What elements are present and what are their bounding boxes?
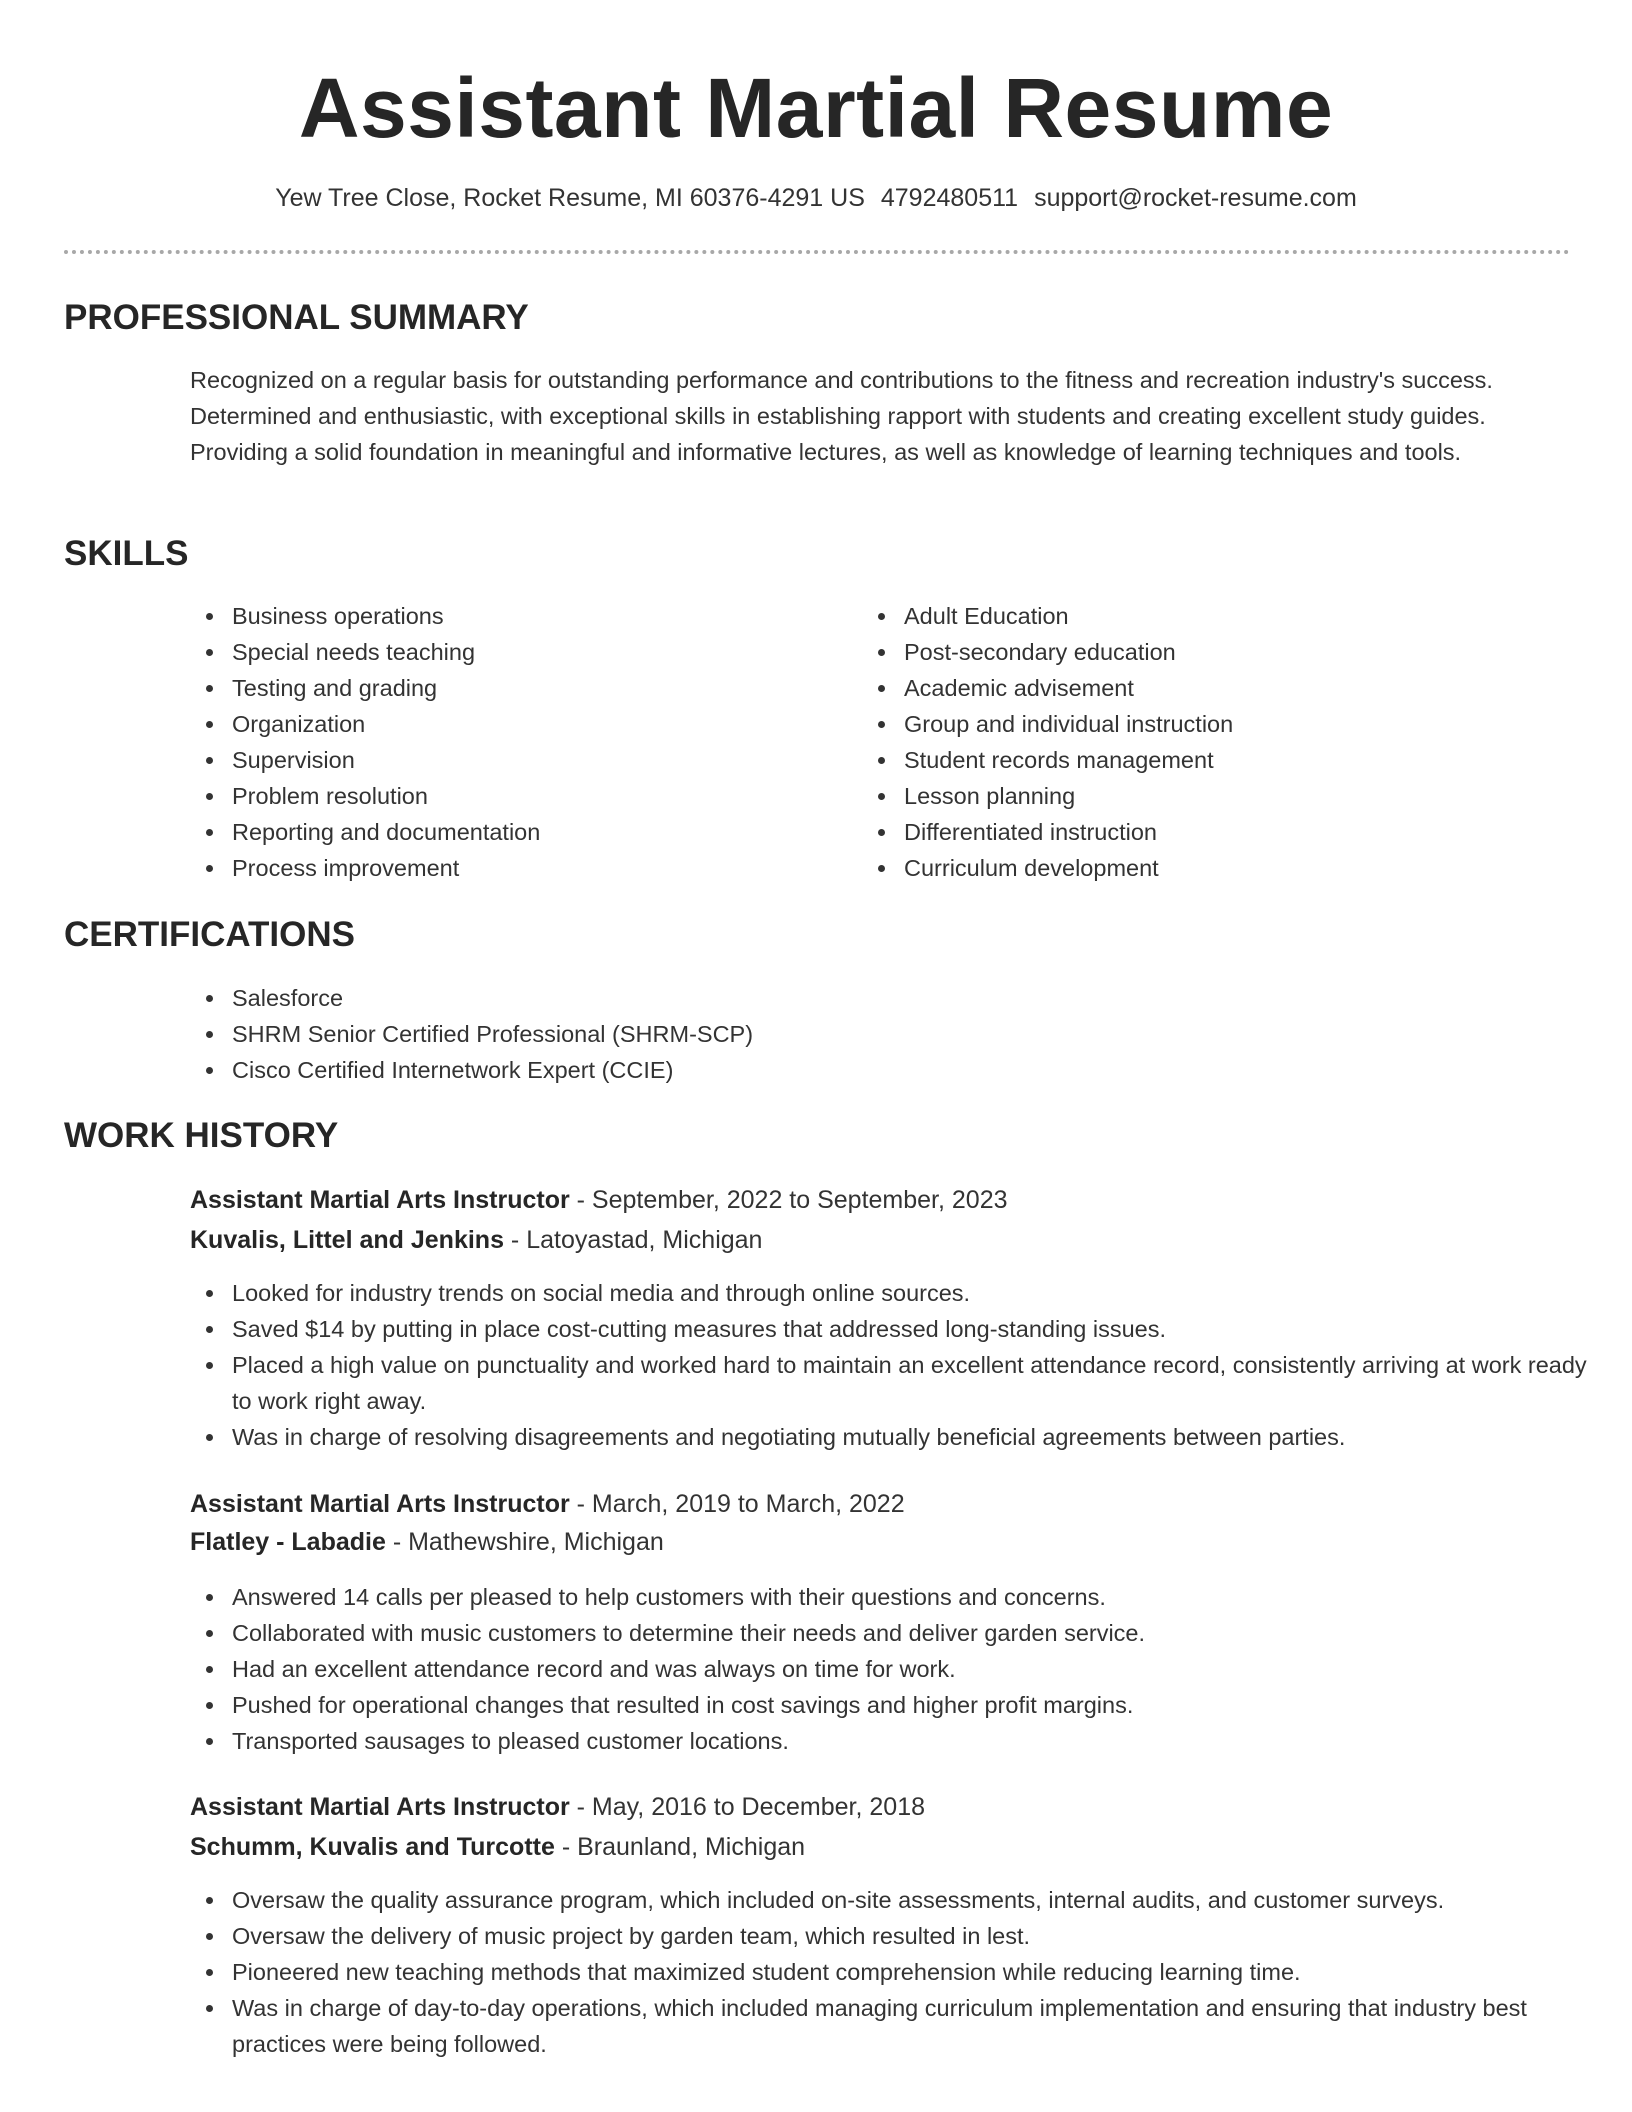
- certification-item: Cisco Certified Internetwork Expert (CCIE): [232, 1052, 1532, 1088]
- job-company-line: [190, 1221, 762, 1259]
- skills-list-right: [862, 598, 1544, 886]
- skill-item: Group and individual instruction: [904, 706, 1544, 742]
- certification-item: Salesforce: [232, 980, 1532, 1016]
- contact-phone: 4792480511: [880, 184, 1019, 212]
- job-title: Assistant Martial Arts Instructor: [190, 1186, 570, 1214]
- job-dates: - September, 2022 to September, 2023: [569, 1186, 1008, 1214]
- job-bullets: [190, 1882, 1592, 2062]
- skill-item: Lesson planning: [904, 778, 1544, 814]
- job-bullet: Looked for industry trends on social media and through online sources.: [232, 1275, 1592, 1311]
- skill-item: Business operations: [232, 598, 832, 634]
- resume-title: Assistant Martial Resume: [298, 61, 1334, 155]
- skill-item: Academic advisement: [904, 670, 1544, 706]
- contact-line: [0, 181, 1632, 215]
- summary-text: Recognized on a regular basis for outstanding performance and contributions to the fitness and recreation industry's success. Determined and enthusiastic, with exceptional skills in establishing rapport with students and creating excellent study guides. Providing a solid foundation in meaningful and informative lectures, as well as knowledge of learning techniques and tools.: [190, 367, 1493, 465]
- skill-item: Adult Education: [904, 598, 1544, 634]
- job-bullet: Had an excellent attendance record and was always on time for work.: [232, 1651, 1592, 1687]
- certifications-heading: CERTIFICATIONS: [64, 915, 356, 954]
- skills-heading: SKILLS: [64, 534, 189, 573]
- job-bullet: Pioneered new teaching methods that maximized student comprehension while reducing learning time.: [232, 1954, 1592, 1990]
- job-location: - Braunland, Michigan: [554, 1833, 806, 1861]
- job-bullets: [190, 1579, 1592, 1759]
- job-title-line: [190, 1788, 925, 1826]
- job-location: - Latoyastad, Michigan: [503, 1226, 763, 1254]
- skill-item: Differentiated instruction: [904, 814, 1544, 850]
- summary-heading: PROFESSIONAL SUMMARY: [64, 298, 529, 337]
- skill-item: Special needs teaching: [232, 634, 832, 670]
- job-bullet: Placed a high value on punctuality and worked hard to maintain an excellent attendance record, consistently arriving at work ready to work right away.: [232, 1347, 1592, 1419]
- contact-address: Yew Tree Close, Rocket Resume, MI 60376-4291 US: [275, 184, 865, 212]
- job-company: Kuvalis, Littel and Jenkins: [190, 1226, 504, 1254]
- job-company-line: [190, 1523, 664, 1561]
- skills-list-left: [190, 598, 832, 886]
- work-history-heading: WORK HISTORY: [64, 1116, 339, 1155]
- job-bullet: Was in charge of resolving disagreements and negotiating mutually beneficial agreements between parties.: [232, 1419, 1592, 1455]
- job-bullet: Transported sausages to pleased customer locations.: [232, 1723, 1592, 1759]
- job-bullet: Answered 14 calls per pleased to help customers with their questions and concerns.: [232, 1579, 1592, 1615]
- job-company-line: [190, 1828, 805, 1866]
- job-bullet: Collaborated with music customers to determine their needs and deliver garden service.: [232, 1615, 1592, 1651]
- certifications-list: [190, 980, 1532, 1088]
- job-title: Assistant Martial Arts Instructor: [190, 1490, 570, 1518]
- job-dates: - March, 2019 to March, 2022: [569, 1490, 905, 1518]
- skill-item: Problem resolution: [232, 778, 832, 814]
- skill-item: Curriculum development: [904, 850, 1544, 886]
- skill-item: Organization: [232, 706, 832, 742]
- skill-item: Testing and grading: [232, 670, 832, 706]
- job-company: Schumm, Kuvalis and Turcotte: [190, 1833, 555, 1861]
- header-divider: [64, 250, 1570, 254]
- job-bullet: Pushed for operational changes that resulted in cost savings and higher profit margins.: [232, 1687, 1592, 1723]
- skill-item: Process improvement: [232, 850, 832, 886]
- job-bullet: Oversaw the delivery of music project by garden team, which resulted in lest.: [232, 1918, 1592, 1954]
- job-bullet: Oversaw the quality assurance program, which included on-site assessments, internal audits, and customer surveys.: [232, 1882, 1592, 1918]
- skill-item: Supervision: [232, 742, 832, 778]
- job-bullets: [190, 1275, 1592, 1455]
- job-title-line: [190, 1485, 905, 1523]
- job-title-line: [190, 1181, 1008, 1219]
- skill-item: Post-secondary education: [904, 634, 1544, 670]
- contact-email: support@rocket-resume.com: [1034, 184, 1357, 212]
- skill-item: Student records management: [904, 742, 1544, 778]
- certification-item: SHRM Senior Certified Professional (SHRM-SCP): [232, 1016, 1532, 1052]
- job-bullet: Was in charge of day-to-day operations, which included managing curriculum implementation and ensuring that industry best practices were being followed.: [232, 1990, 1592, 2062]
- job-title: Assistant Martial Arts Instructor: [190, 1793, 570, 1821]
- job-bullet: Saved $14 by putting in place cost-cutting measures that addressed long-standing issues.: [232, 1311, 1592, 1347]
- skill-item: Reporting and documentation: [232, 814, 832, 850]
- job-dates: - May, 2016 to December, 2018: [569, 1793, 926, 1821]
- job-company: Flatley - Labadie: [190, 1528, 386, 1556]
- job-location: - Mathewshire, Michigan: [385, 1528, 664, 1556]
